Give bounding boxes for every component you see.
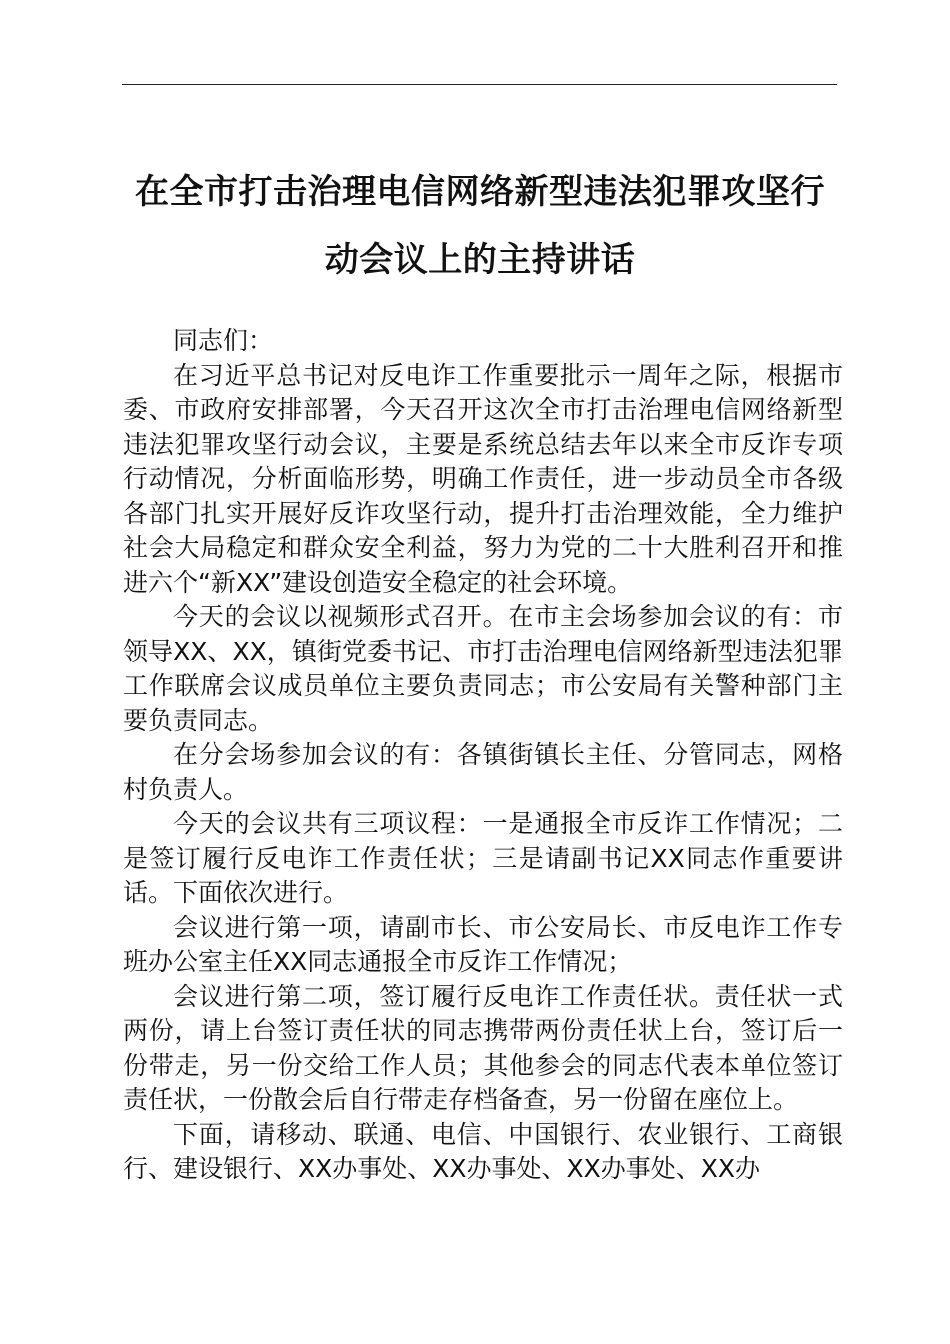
paragraph-main-venue: 今天的会议以视频形式召开。在市主会场参加会议的有：市领导XX、XX，镇街党委书记、市打击治理电信网络新型违法犯罪工作联席会议成员单位主要负责同志；市公安局有关警种部门主要负责同志。 bbox=[123, 602, 843, 735]
salutation: 同志们： bbox=[173, 326, 274, 355]
document-title bbox=[110, 158, 850, 294]
title-line-1: 在全市打击治理电信网络新型违法犯罪攻坚行 bbox=[135, 172, 825, 212]
document-body bbox=[123, 324, 843, 1187]
paragraph-signatories: 下面，请移动、联通、电信、中国银行、农业银行、工商银行、建设银行、XX办事处、XX办事处、XX办事处、XX办 bbox=[123, 1119, 843, 1183]
paragraph-sub-venue: 在分会场参加会议的有：各镇街镇长主任、分管同志，网格村负责人。 bbox=[123, 740, 843, 804]
paragraph-item-two: 会议进行第二项，签订履行反电诈工作责任状。责任状一式两份，请上台签订责任状的同志携带两份责任状上台，签订后一份带走，另一份交给工作人员；其他参会的同志代表本单位签订责任状，一份散会后自行带走存档备查，另一份留在座位上。 bbox=[123, 981, 843, 1114]
title-line-2: 动会议上的主持讲话 bbox=[324, 240, 636, 280]
paragraph-agenda: 今天的会议共有三项议程：一是通报全市反诈工作情况；二是签订履行反电诈工作责任状；三是请副书记XX同志作重要讲话。下面依次进行。 bbox=[123, 809, 843, 907]
paragraph-item-one: 会议进行第一项，请副市长、市公安局长、市反电诈工作专班办公室主任XX同志通报全市反诈工作情况； bbox=[123, 912, 843, 976]
paragraph-opening: 在习近平总书记对反电诈工作重要批示一周年之际，根据市委、市政府安排部署，今天召开这次全市打击治理电信网络新型违法犯罪攻坚行动会议，主要是系统总结去年以来全市反诈专项行动情况，分析面临形势，明确工作责任，进一步动员全市各级各部门扎实开展好反诈攻坚行动，提升打击治理效能，全力维护社会大局稳定和群众安全利益，努力为党的二十大胜利召开和推进六个“新XX”建设创造安全稳定的社会环境。 bbox=[123, 360, 843, 597]
header-rule bbox=[122, 84, 837, 85]
